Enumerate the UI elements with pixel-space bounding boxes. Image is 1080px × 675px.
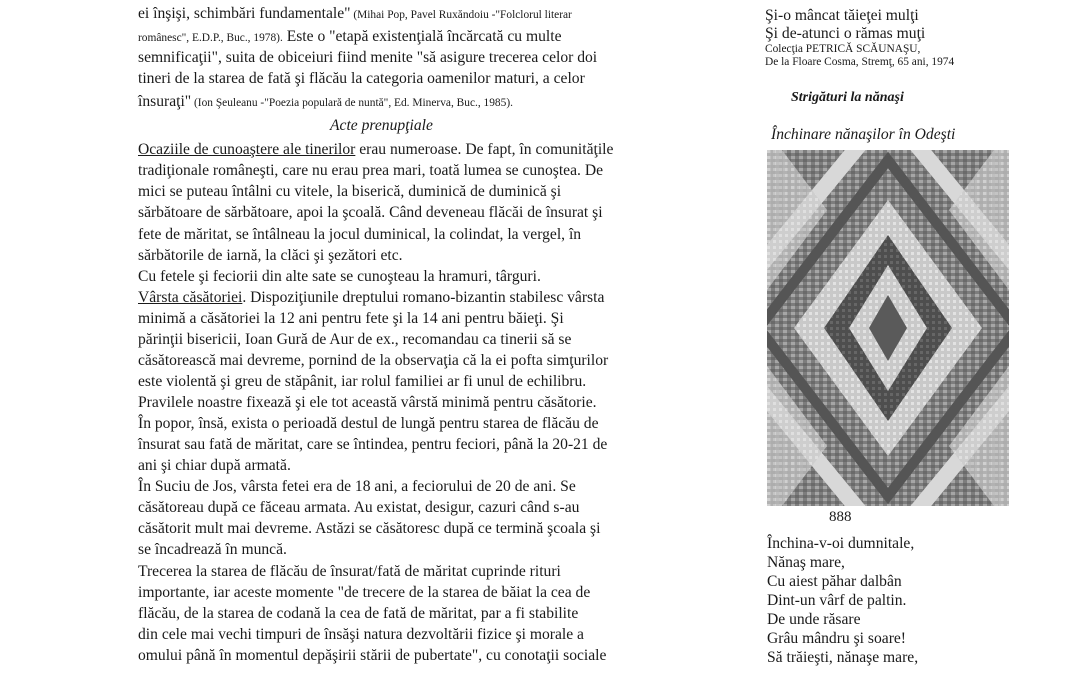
text-line: sărbătorile de iarnă, la clăci şi şezători etc. [138, 247, 403, 264]
poem-line: Grâu mândru şi soare! [767, 630, 906, 647]
text-line: flăcău, de la starea de codană la cea de fată de măritat, par a fi stabilite [138, 605, 579, 622]
collection-source: De la Floare Cosma, Stremţ, 65 ani, 1974 [765, 56, 955, 68]
citation: (Ion Şeuleanu -"Poezia populară de nuntă", Ed. Minerva, Buc., 1985). [191, 97, 513, 109]
text-line: căsătoreau după ce făceau armata. Au existat, desigur, cazuri când s-au [138, 499, 580, 516]
text-line: minimă a căsătoriei la 12 ani pentru fete şi la 14 ani pentru băieţi. Şi [138, 310, 564, 327]
text-line: însuraţi" (Ion Şeuleanu -"Poezia populară de nuntă", Ed. Minerva, Buc., 1985). [138, 93, 513, 110]
text-line: sărbătoare de sărbătoare, apoi la şcoală. Când deveneau flăcăi de însurat şi [138, 204, 603, 221]
poem-line: Şi de-atunci o rămas muţi [765, 25, 926, 42]
poem-line: De unde răsare [767, 611, 861, 628]
paragraph-heading: Ocaziile de cunoaştere ale tinerilor [138, 141, 356, 158]
text-line: părinţii bisericii, Ioan Gură de Aur de ex., recomandau ca tinerii să se [138, 331, 572, 348]
paragraph-heading: Vârsta căsătoriei [138, 289, 243, 306]
section-title: Acte prenupţiale [330, 117, 433, 134]
citation: (Mihai Pop, Pavel Ruxăndoiu -"Folclorul literar [350, 9, 572, 21]
figure-number: 888 [829, 509, 852, 525]
text-line: românesc", E.D.P., Buc., 1978). Este o "etapă existenţială încărcată cu multe [138, 28, 562, 45]
text-line: este violentă şi greu de stăpânit, iar rolul familiei ar fi unul de echilibru. [138, 373, 587, 390]
poem-line: Nănaş mare, [767, 554, 845, 571]
textile-pattern-graphic [767, 150, 1009, 506]
text-line: se încadrează în muncă. [138, 541, 287, 558]
textile-pattern-image [767, 150, 1009, 506]
text-line: Vârsta căsătoriei. Dispoziţiunile dreptului romano-bizantin stabilesc vârsta [138, 289, 605, 306]
text-line: fete de măritat, se întâlneau la jocul duminical, la colindat, la vergel, în [138, 226, 582, 243]
citation: românesc", E.D.P., Buc., 1978). [138, 32, 283, 44]
collection-credit: Colecţia PETRICĂ SCĂUNAŞU, [765, 43, 921, 55]
poem-line: Să trăieşti, nănaşe mare, [767, 649, 919, 666]
text-line: În Suciu de Jos, vârsta fetei era de 18 ani, a feciorului de 20 de ani. Se [138, 478, 576, 495]
text-line: ei înşişi, schimbări fundamentale" (Mihai Pop, Pavel Ruxăndoiu -"Folclorul literar [138, 5, 572, 22]
text-line: căsătorit mult mai devreme. Astăzi se căsătoresc după ce termină şcoala şi [138, 520, 601, 537]
text-line: Cu fetele şi feciorii din alte sate se cunoşteau la hramuri, târguri. [138, 268, 541, 285]
subtitle: Închinare nănaşilor în Odeşti [771, 126, 956, 143]
text-line: importante, iar aceste momente "de trecere de la starea de băiat la cea de [138, 584, 591, 601]
text-line: din cele mai vechi timpuri de însăşi natura dezvoltării fizice şi morale a [138, 626, 584, 643]
text-line: Pravilele noastre fixează şi ele tot această vârstă minimă pentru căsătorie. [138, 394, 597, 411]
section-title: Strigături la nănaşi [791, 90, 904, 105]
text-line: În popor, însă, exista o perioadă destul de lungă pentru starea de flăcău de [138, 415, 599, 432]
text-line: ani şi chiar după armată. [138, 457, 291, 474]
text-line: Trecerea la starea de flăcău de însurat/fată de măritat cuprinde rituri [138, 563, 561, 580]
text-line: mici se puteau întâlni cu vitele, la biserică, duminică de duminică şi [138, 183, 562, 200]
text-line: tradiţionale româneşti, care nu erau prea mari, toată lumea se cunoştea. De [138, 162, 604, 179]
text-line: tineri de la starea de fată şi flăcău la categoria oamenilor maturi, a celor [138, 70, 585, 87]
poem-line: Închina-v-oi dumnitale, [767, 535, 915, 552]
text-line: căsătorească mai devreme, pornind de la observaţia că la ei pofta simţurilor [138, 352, 609, 369]
text-line: însurat sau fată de măritat, care se întindea, pentru feciori, până la 20-21 de [138, 436, 608, 453]
poem-line: Dint-un vârf de paltin. [767, 592, 907, 609]
text-line: omului până în momentul depăşirii stării de pubertate", cu conotaţii sociale [138, 647, 607, 664]
text-line: Ocaziile de cunoaştere ale tinerilor erau numeroase. De fapt, în comunităţile [138, 141, 614, 158]
text-line: semnificaţii", suita de obiceiuri fiind menite "să asigure trecerea celor doi [138, 49, 598, 66]
poem-line: Cu aiest păhar dalbân [767, 573, 902, 590]
poem-line: Şi-o mâncat tăieţei mulţi [765, 7, 919, 24]
